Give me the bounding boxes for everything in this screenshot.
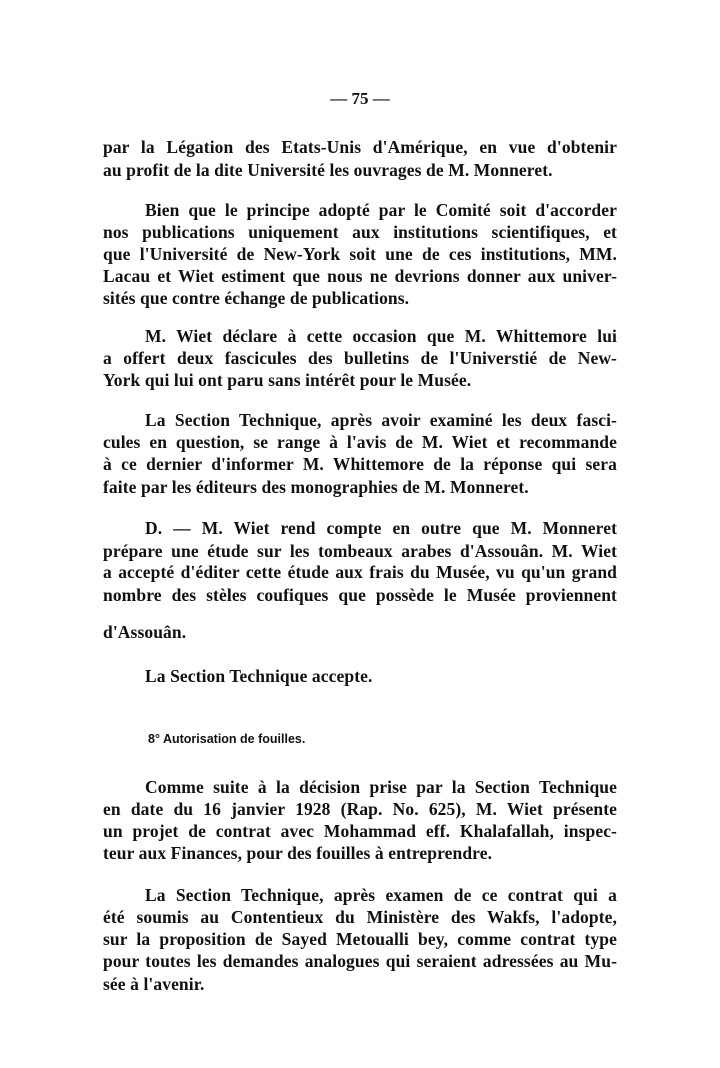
text-line: teur aux Finances, pour des fouilles à entreprendre. <box>103 843 493 863</box>
text-line: pour toutes les demandes analogues qui seraient adressées au Mu- <box>103 951 617 971</box>
text-line: Lacau et Wiet estiment que nous ne devrions donner aux univer- <box>103 266 617 286</box>
text-line: York qui lui ont paru sans intérêt pour le Musée. <box>103 370 472 390</box>
text-line: prépare une étude sur les tombeaux arabes d'Assouân. M. Wiet <box>103 541 617 561</box>
text-line: La Section Technique, après examen de ce contrat qui a <box>145 885 617 905</box>
text-line: a accepté d'éditer cette étude aux frais du Musée, vu qu'un grand <box>103 562 617 582</box>
text-line: sités que contre échange de publications. <box>103 288 410 308</box>
text-line: été soumis au Contentieux du Ministère des Wakfs, l'adopte, <box>103 907 617 927</box>
text-line: sée à l'avenir. <box>103 974 205 994</box>
text-line: nombre des stèles coufiques que possède le Musée proviennent <box>103 585 617 605</box>
text-line: sur la proposition de Sayed Metoualli bey, comme contrat type <box>103 929 617 949</box>
text-line: La Section Technique, après avoir examiné les deux fasci- <box>145 410 617 430</box>
text-line: à ce dernier d'informer M. Whittemore de la réponse qui sera <box>103 454 617 474</box>
text-line: a offert deux fascicules des bulletins de l'Universtié de New- <box>103 348 617 368</box>
text-line: un projet de contrat avec Mohammad eff. Khalafallah, inspec- <box>103 821 617 841</box>
text-line: La Section Technique accepte. <box>145 666 373 686</box>
text-line: faite par les éditeurs des monographies de M. Monneret. <box>103 477 529 497</box>
text-line: d'Assouân. <box>103 622 187 642</box>
text-line: Bien que le principe adopté par le Comité soit d'accorder <box>145 200 617 220</box>
text-line: D. — M. Wiet rend compte en outre que M. Monneret <box>145 518 617 538</box>
text-line: nos publications uniquement aux institutions scientifiques, et <box>103 222 617 242</box>
section-heading: 8° Autorisation de fouilles. <box>148 732 306 746</box>
text-line: par la Légation des Etats-Unis d'Amérique, en vue d'obtenir <box>103 137 617 157</box>
text-line: que l'Université de New-York soit une de ces institutions, MM. <box>103 244 617 264</box>
text-line: cules en question, se range à l'avis de M. Wiet et recommande <box>103 432 617 452</box>
text-line: au profit de la dite Université les ouvrages de M. Monneret. <box>103 160 553 180</box>
page-number: — 75 — <box>330 89 390 108</box>
text-line: en date du 16 janvier 1928 (Rap. No. 625), M. Wiet présente <box>103 799 617 819</box>
text-line: M. Wiet déclare à cette occasion que M. Whittemore lui <box>145 326 617 346</box>
text-line: Comme suite à la décision prise par la Section Technique <box>145 777 617 797</box>
